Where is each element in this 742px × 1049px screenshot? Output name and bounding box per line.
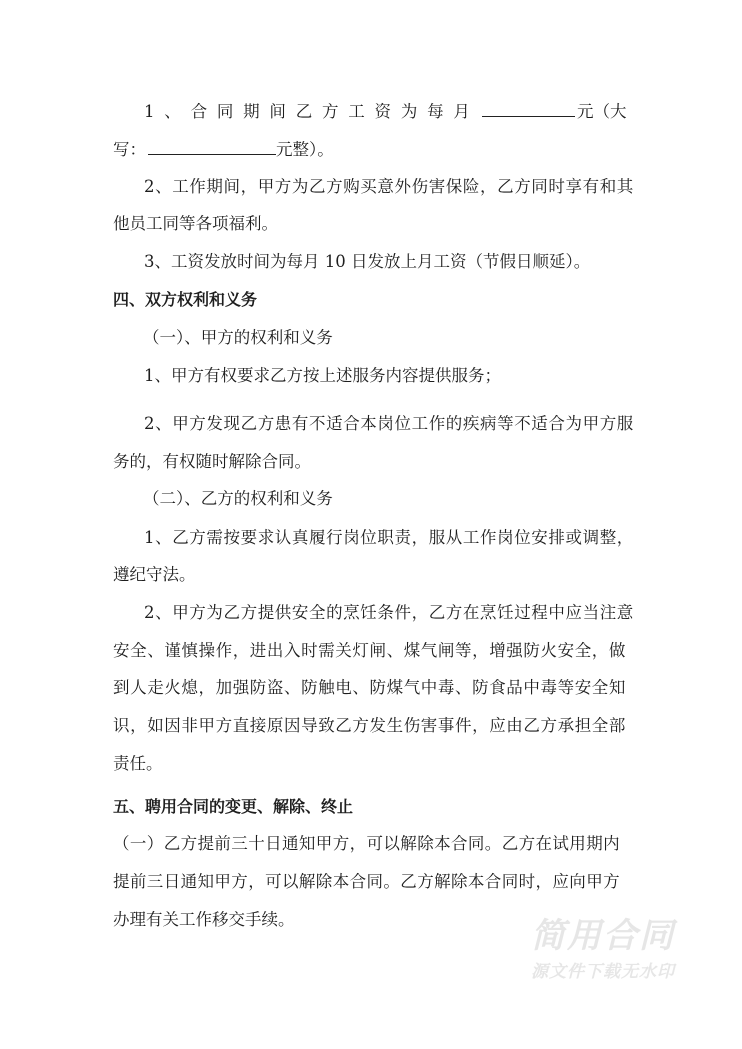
section-4-sub2-heading: （二）、乙方的权利和义务 xyxy=(143,489,333,508)
char: 1 xyxy=(144,102,155,121)
char: 每 xyxy=(427,102,444,121)
char: 同 xyxy=(216,102,234,121)
party-a-right-1: 1、甲方有权要求乙方按上述服务内容提供服务； xyxy=(144,366,501,385)
monthly-salary-blank[interactable] xyxy=(482,100,575,117)
char: 工 xyxy=(348,102,365,121)
salary-clause-line2 xyxy=(113,138,334,160)
party-b-duty-2-line3: 到人走火熄，加强防盗、防触电、防煤气中毒、防食品中毒等安全知 xyxy=(113,678,626,697)
party-b-duty-1-line2: 遵纪守法。 xyxy=(113,565,196,584)
salary-clause-tail xyxy=(577,101,625,123)
watermark xyxy=(513,916,693,984)
party-a-right-2-line1: 2、甲方发现乙方患有不适合本岗位工作的疾病等不适合为甲方服 xyxy=(144,414,634,433)
section-4-sub1-heading: （一）、甲方的权利和义务 xyxy=(143,328,333,347)
char: 合 xyxy=(190,102,208,121)
uppercase-label: 写： xyxy=(113,140,146,159)
party-b-duty-2-line4: 识，如因非甲方直接原因导致乙方发生伤害事件，应由乙方承担全部 xyxy=(113,716,626,735)
char: 乙 xyxy=(295,102,313,121)
char: 元 xyxy=(577,102,594,121)
char: 、 xyxy=(164,102,181,121)
char: 间 xyxy=(269,102,286,121)
pay-date-clause: 3、工资发放时间为每月 10 日发放上月工资（节假日顺延）。 xyxy=(144,252,591,271)
party-b-duty-2-line1: 2、甲方为乙方提供安全的烹饪条件，乙方在烹饪过程中应当注意 xyxy=(144,603,634,622)
termination-clause-line3: 办理有关工作移交手续。 xyxy=(113,910,295,929)
char: 月 xyxy=(453,102,470,121)
char: 方 xyxy=(321,102,339,121)
section-5-heading: 五、聘用合同的变更、解除、终止 xyxy=(113,797,354,816)
salary-uppercase-blank[interactable] xyxy=(148,138,276,155)
salary-clause-text xyxy=(144,101,470,123)
char: 为 xyxy=(400,102,418,121)
party-a-right-2-line2: 务的，有权随时解除合同。 xyxy=(113,452,311,471)
section-4-heading: 四、双方权利和义务 xyxy=(113,290,258,309)
watermark-title: 简用合同 xyxy=(531,916,675,956)
salary-clause-suffix: 元整）。 xyxy=(276,140,334,159)
termination-clause-line1: （一）乙方提前三十日通知甲方，可以解除本合同。乙方在试用期内 xyxy=(113,834,620,853)
char: 资 xyxy=(374,102,392,121)
insurance-clause-line1: 2、工作期间，甲方为乙方购买意外伤害保险，乙方同时享有和其 xyxy=(144,177,634,196)
party-b-duty-2-line5: 责任。 xyxy=(113,754,163,773)
char: 大 xyxy=(610,102,627,121)
party-b-duty-2-line2: 安全、谨慎操作，进出入时需关灯闸、煤气闸等，增强防火安全，做 xyxy=(113,641,626,660)
watermark-subtitle: 源文件下载无水印 xyxy=(531,962,675,982)
termination-clause-line2: 提前三日通知甲方，可以解除本合同。乙方解除本合同时，应向甲方 xyxy=(113,872,620,891)
char: 期 xyxy=(243,102,260,121)
insurance-clause-line2: 他员工同等各项福利。 xyxy=(113,214,278,233)
party-b-duty-1-line1: 1、乙方需按要求认真履行岗位职责，服从工作岗位安排或调整， xyxy=(144,528,634,547)
char: （ xyxy=(593,102,610,121)
salary-clause-line1 xyxy=(144,100,631,122)
